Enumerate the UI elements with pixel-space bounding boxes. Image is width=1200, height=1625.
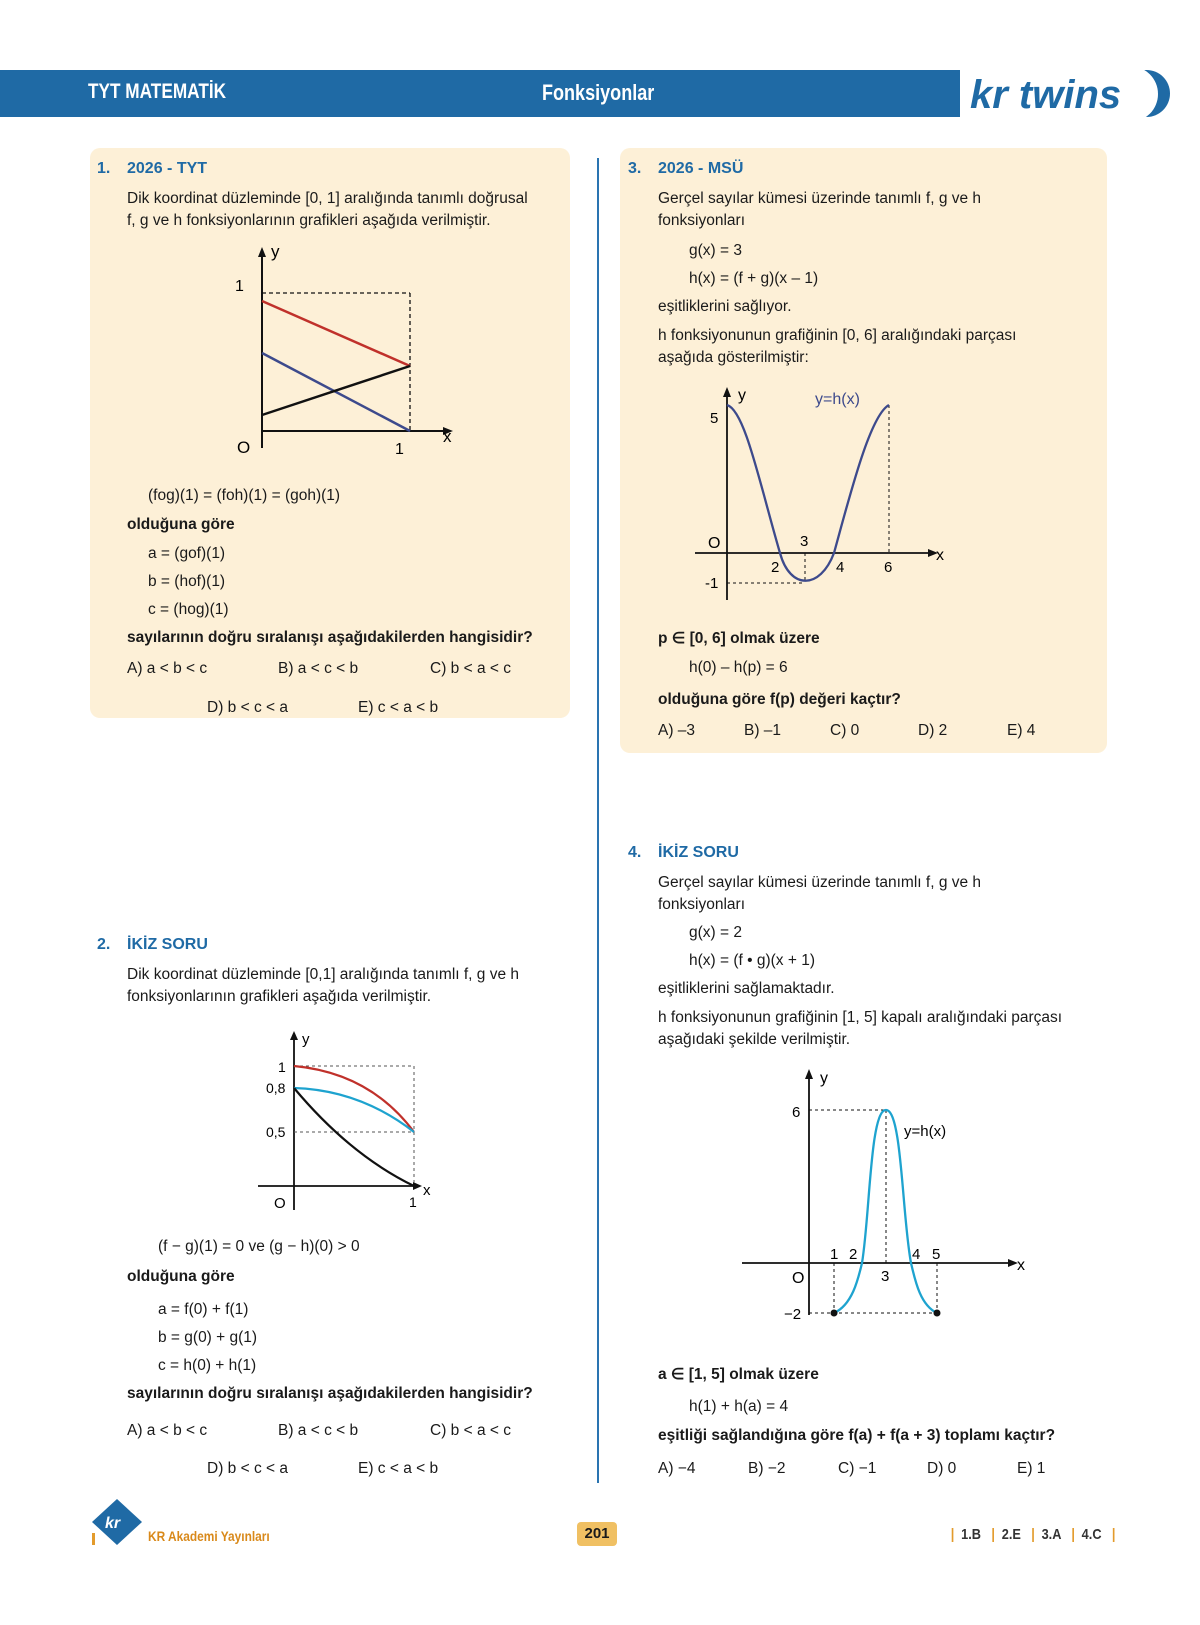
answer-3: 3.A <box>1041 1526 1061 1543</box>
q2-option-d[interactable]: D) b < c < a <box>207 1460 288 1477</box>
q3-y-arrow <box>723 387 731 397</box>
q3-y-label: y <box>738 387 746 404</box>
page-number: 201 <box>577 1522 617 1546</box>
logo-text: kr twins <box>970 73 1122 117</box>
q3-tag: 2026 - MSÜ <box>658 160 744 177</box>
q1-given-label: olduğuna göre <box>127 516 235 533</box>
q3-tick-4: 4 <box>836 559 845 576</box>
kr-twins-logo <box>960 66 1175 122</box>
q3-tick-3: 3 <box>800 533 809 550</box>
q4-option-a[interactable]: A) −4 <box>658 1460 696 1477</box>
answer-1: 1.B <box>961 1526 982 1543</box>
q4-eq-g: g(x) = 2 <box>689 924 742 941</box>
q1-line-red <box>262 301 410 366</box>
q4-tick-m2: −2 <box>784 1306 802 1323</box>
q4-y-label: y <box>820 1070 828 1087</box>
q4-option-d[interactable]: D) 0 <box>927 1460 957 1477</box>
q2-question: sayılarının doğru sıralanışı aşağıdakilerden hangisidir? <box>127 1385 533 1402</box>
q4-option-b[interactable]: B) −2 <box>748 1460 786 1477</box>
q4-cond: h(1) + h(a) = 4 <box>689 1398 789 1415</box>
q1-y-label: y <box>271 243 280 261</box>
q1-tag: 2026 - TYT <box>127 160 208 177</box>
q2-text-line2: fonksiyonlarının grafikleri aşağıda verilmiştir. <box>127 988 432 1005</box>
q2-y-label: y <box>302 1031 310 1048</box>
q3-text2-line1: h fonksiyonunun grafiğinin [0, 6] aralığındaki parçası <box>658 327 1017 344</box>
q4-tick-1: 1 <box>830 1246 839 1263</box>
q4-y-arrow <box>805 1069 813 1079</box>
q1-line-navy <box>262 353 410 431</box>
q1-def-b: b = (hof)(1) <box>148 573 226 590</box>
q3-curve-label: y=h(x) <box>815 391 860 408</box>
q2-option-e[interactable]: E) c < a < b <box>358 1460 439 1477</box>
q2-condition: (f − g)(1) = 0 ve (g − h)(0) > 0 <box>158 1238 360 1255</box>
q2-tick-05: 0,5 <box>266 1124 286 1140</box>
q1-y-arrow <box>258 247 266 257</box>
q2-given-label: olduğuna göre <box>127 1268 235 1285</box>
answer-2: 2.E <box>1001 1526 1021 1543</box>
q4-endpoint-left <box>831 1310 838 1317</box>
q3-origin: O <box>708 535 721 552</box>
q3-option-e[interactable]: E) 4 <box>1007 722 1036 739</box>
q2-def-c: c = h(0) + h(1) <box>158 1357 257 1374</box>
q4-eq-h: h(x) = (f • g)(x + 1) <box>689 952 816 969</box>
q3-x-label: x <box>936 547 944 564</box>
answer-4: 4.C <box>1081 1526 1102 1543</box>
q3-eq-g: g(x) = 3 <box>689 242 742 259</box>
q4-x-label: x <box>1017 1257 1025 1274</box>
q2-tick-08: 0,8 <box>266 1080 286 1096</box>
q3-mid: eşitliklerini sağlıyor. <box>658 298 792 315</box>
q3-eq-h: h(x) = (f + g)(x – 1) <box>689 270 819 287</box>
q4-curve-label: y=h(x) <box>904 1123 947 1140</box>
q2-tick-x: 1 <box>409 1194 417 1210</box>
q3-option-d[interactable]: D) 2 <box>918 722 948 739</box>
publisher-name: KR Akademi Yayınları <box>148 1528 270 1544</box>
column-divider <box>597 158 599 1483</box>
q3-graph <box>690 385 960 605</box>
q3-option-a[interactable]: A) –3 <box>658 722 696 739</box>
q3-curve-h <box>727 405 889 581</box>
q4-origin: O <box>792 1270 805 1287</box>
q4-number: 4. <box>628 844 642 861</box>
q3-option-c[interactable]: C) 0 <box>830 722 860 739</box>
q3-question: olduğuna göre f(p) değeri kaçtır? <box>658 691 901 708</box>
q2-text-line1: Dik koordinat düzleminde [0,1] aralığında tanımlı f, g ve h <box>127 966 520 983</box>
q4-tick-2: 2 <box>849 1246 858 1263</box>
q3-tick-2: 2 <box>771 559 780 576</box>
publisher-logo-icon <box>88 1497 146 1547</box>
q1-condition: (fog)(1) = (foh)(1) = (goh)(1) <box>148 487 341 504</box>
q1-option-a[interactable]: A) a < b < c <box>127 660 208 677</box>
q1-line-black <box>262 366 410 415</box>
q4-tick-6: 6 <box>792 1104 801 1121</box>
q4-tick-3: 3 <box>881 1268 890 1285</box>
q1-graph <box>225 243 465 473</box>
q2-curve-black <box>294 1088 414 1186</box>
q3-tick-5: 5 <box>710 410 719 427</box>
q2-origin: O <box>274 1195 286 1212</box>
q4-question: eşitliği sağlandığına göre f(a) + f(a + 3) toplamı kaçtır? <box>658 1427 1056 1444</box>
q4-graph <box>740 1065 1030 1335</box>
svg-text:kr: kr <box>105 1515 121 1532</box>
q2-x-label: x <box>423 1182 431 1199</box>
q1-x-label: x <box>443 427 452 446</box>
q3-cond-head: p ∈ [0, 6] olmak üzere <box>658 630 820 647</box>
q2-y-arrow <box>290 1031 298 1040</box>
q3-text-line1: Gerçel sayılar kümesi üzerinde tanımlı f, g ve h <box>658 190 982 207</box>
q2-option-c[interactable]: C) b < a < c <box>430 1422 511 1439</box>
answer-key: | 1.B | 2.E | 3.A | 4.C | <box>950 1526 1116 1543</box>
q1-option-b[interactable]: B) a < c < b <box>278 660 359 677</box>
q1-question: sayılarının doğru sıralanışı aşağıdakilerden hangisidir? <box>127 629 533 646</box>
q4-mid: eşitliklerini sağlamaktadır. <box>658 980 835 997</box>
q1-text-line1: Dik koordinat düzleminde [0, 1] aralığında tanımlı doğrusal <box>127 190 528 207</box>
q2-option-b[interactable]: B) a < c < b <box>278 1422 359 1439</box>
q4-text-line1: Gerçel sayılar kümesi üzerinde tanımlı f, g ve h <box>658 874 982 891</box>
q4-option-c[interactable]: C) −1 <box>838 1460 877 1477</box>
q1-tick-x: 1 <box>395 441 404 458</box>
q3-tick-m1: -1 <box>705 575 719 592</box>
q2-def-b: b = g(0) + g(1) <box>158 1329 258 1346</box>
q4-option-e[interactable]: E) 1 <box>1017 1460 1046 1477</box>
q4-tick-5: 5 <box>932 1246 941 1263</box>
q1-option-e[interactable]: E) c < a < b <box>358 699 439 716</box>
q3-tick-6: 6 <box>884 559 893 576</box>
q2-x-arrow <box>413 1182 422 1190</box>
q1-option-d[interactable]: D) b < c < a <box>207 699 288 716</box>
q2-def-a: a = f(0) + f(1) <box>158 1301 249 1318</box>
q1-origin: O <box>237 438 251 457</box>
q4-text-line2: fonksiyonları <box>658 896 746 913</box>
q1-def-c: c = (hog)(1) <box>148 601 229 618</box>
q4-endpoint-right <box>934 1310 941 1317</box>
q4-cond-head: a ∈ [1, 5] olmak üzere <box>658 1366 819 1383</box>
q2-number: 2. <box>97 936 111 953</box>
q3-text-line2: fonksiyonları <box>658 212 746 229</box>
q4-tag: İKİZ SORU <box>658 844 739 861</box>
q3-number: 3. <box>628 160 642 177</box>
q3-cond: h(0) – h(p) = 6 <box>689 659 788 676</box>
q2-tag: İKİZ SORU <box>127 936 208 953</box>
q3-option-b[interactable]: B) –1 <box>744 722 782 739</box>
chapter-title: Fonksiyonlar <box>542 80 655 105</box>
q2-graph <box>250 1025 460 1215</box>
q1-tick-y: 1 <box>235 278 244 295</box>
q2-tick-1: 1 <box>278 1059 286 1075</box>
q4-text2-line2: aşağıdaki şekilde verilmiştir. <box>658 1031 851 1048</box>
q1-def-a: a = (gof)(1) <box>148 545 226 562</box>
q4-text2-line1: h fonksiyonunun grafiğinin [1, 5] kapalı aralığındaki parçası <box>658 1009 1063 1026</box>
subject-title: TYT MATEMATİK <box>88 80 227 103</box>
q3-text2-line2: aşağıda gösterilmiştir: <box>658 349 809 366</box>
q1-number: 1. <box>97 160 111 177</box>
q1-text-line2: f, g ve h fonksiyonlarının grafikleri aşağıda verilmiştir. <box>127 212 491 229</box>
q1-option-c[interactable]: C) b < a < c <box>430 660 511 677</box>
q2-option-a[interactable]: A) a < b < c <box>127 1422 208 1439</box>
q4-tick-4: 4 <box>912 1246 921 1263</box>
